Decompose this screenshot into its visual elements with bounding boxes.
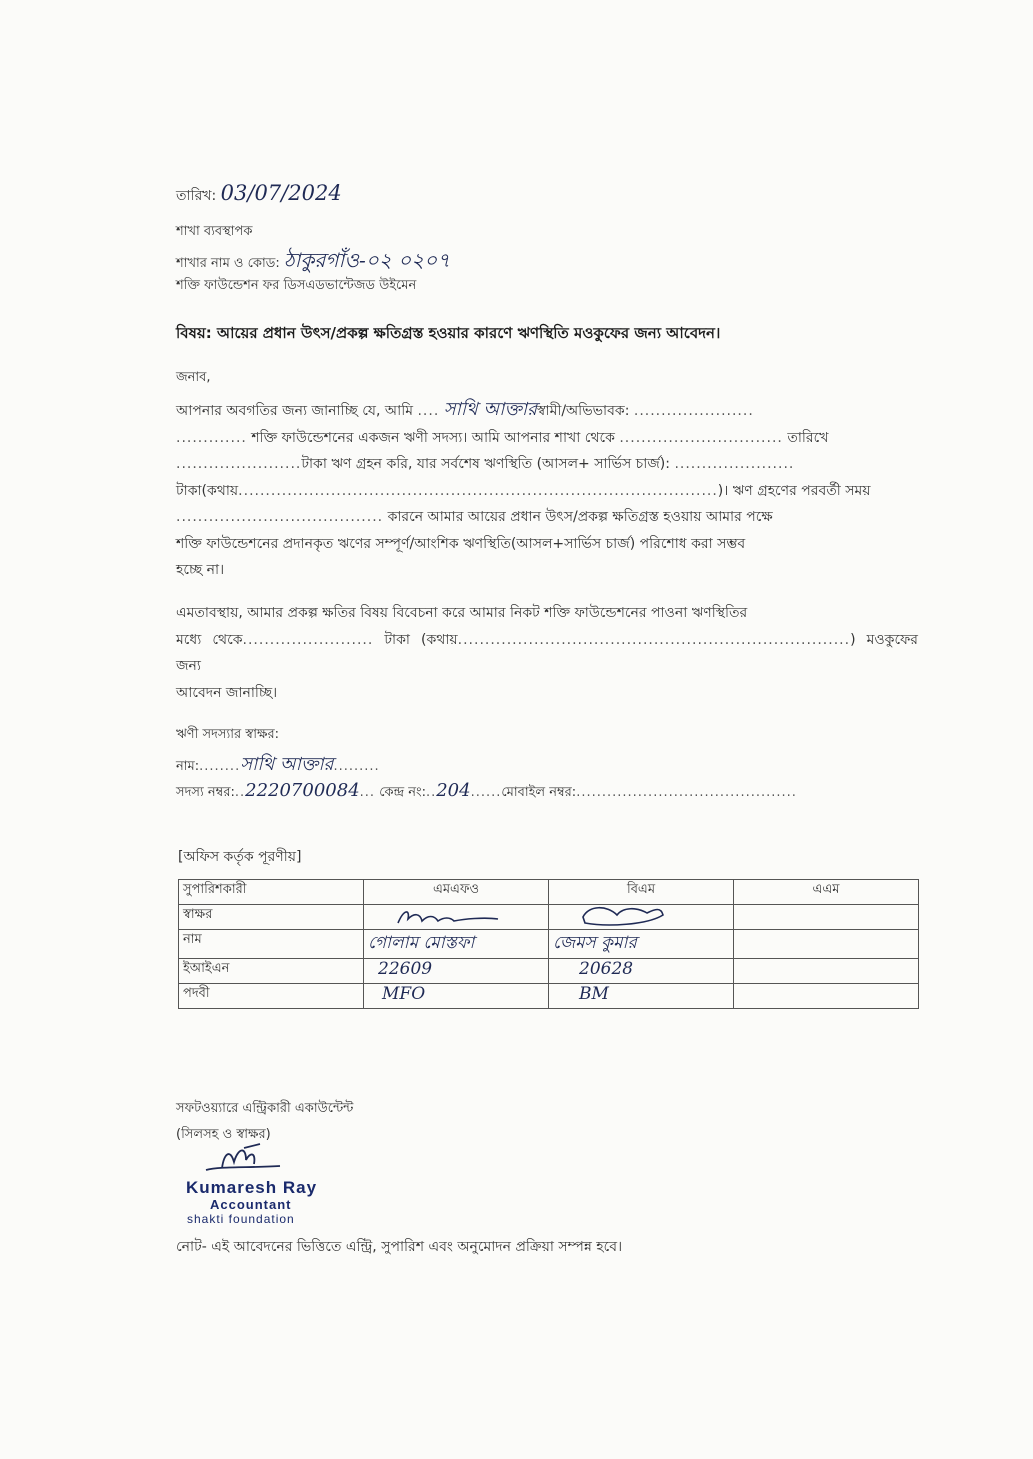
col-header-am: এএম (734, 880, 919, 905)
table-header-row (179, 880, 919, 905)
footer-note: নোট- এই আবেদনের ভিত্তিতে এন্ট্রি, সুপারিশ এবং অনুমোদন প্রক্রিয়া সম্পন্ন হবে। (176, 1239, 623, 1255)
branch-value: ঠাকুরগাঁও-০২ ০২০৭ (283, 248, 451, 272)
member-no-label: সদস্য নম্বর: (176, 785, 235, 800)
row-label-ein: ইআইএন (179, 959, 364, 984)
am-name-cell (734, 930, 919, 959)
p1-line-6 (176, 531, 918, 558)
p2-text-c: টাকা (কথায় (384, 631, 458, 648)
stamp-name: Kumaresh Ray (186, 1178, 318, 1197)
branch-label: শাখার নাম ও কোড: (176, 256, 280, 271)
p2-text-a: এমতাবস্থায়, আমার প্রকল্প ক্ষতির বিষয় বিবেচনা করে আমার নিকট শক্তি ফাউন্ডেশনের পাওনা ঋণস্থিতির (176, 605, 748, 621)
mobile-label: মোবাইল নম্বর: (501, 785, 577, 800)
bm-signature (577, 903, 687, 927)
accountant-signature (200, 1142, 290, 1178)
stamp-organization: shakti foundation (187, 1212, 295, 1226)
p2-line-1 (176, 600, 918, 627)
applicant-signature-label: ঋণী সদস্যার স্বাক্ষর: (176, 727, 280, 742)
p2-text-d: ) মওকুফের জন্য (176, 631, 919, 674)
bm-designation: BM (579, 984, 609, 1004)
p1-text-d: তারিখে (787, 429, 829, 446)
col-header-mfo: এমএফও (364, 880, 549, 905)
col-header-bm: বিএম (549, 880, 734, 905)
bm-ein-cell (549, 959, 734, 984)
applicant-name-label: নাম: (176, 759, 200, 774)
accountant-seal-note: (সিলসহ ও স্বাক্ষর) (176, 1127, 271, 1142)
table-row-signature (179, 905, 919, 930)
table-row-designation (179, 984, 919, 1009)
row-label-designation: পদবী (179, 984, 364, 1009)
p1-line-1: আপনার অবগতির জন্য জানাচ্ছি যে, আমি .... সাথি আক্তারস্বামী/অভিভাবক: ...................... (176, 399, 754, 420)
p2-line-2: মধ্যে থেকে........................ টাকা (কথায়........................................................................) মওকুফের জন্য (176, 631, 919, 674)
p1-text-b: স্বামী/অভিভাবক: (536, 403, 630, 419)
row-label-signature: স্বাক্ষর (179, 905, 364, 930)
subject-line: বিষয়: আয়ের প্রধান উৎস/প্রকল্প ক্ষতিগ্রস্ত হওয়ার কারণে ঋণস্থিতি মওকুফের জন্য আবেদন। (176, 324, 721, 342)
applicant-numbers-line: সদস্য নম্বর:..2220700084... কেন্দ্র নং:..204......মোবাইল নম্বর:........................................... (176, 780, 797, 801)
mfo-designation: MFO (382, 984, 426, 1004)
date-value: 03/07/2024 (220, 181, 342, 205)
branch-line (176, 246, 450, 279)
p1-line-3: .......................টাকা ঋণ গ্রহন করি, যার সর্বশেষ ঋণস্থিতি (আসল+ সার্ভিস চার্জ): ...................... (176, 456, 795, 472)
p1-line-7 (176, 557, 918, 584)
member-no-value: 2220700084 (245, 780, 360, 801)
table-row-ein (179, 959, 919, 984)
office-table (178, 879, 919, 1009)
accountant-title: সফটওয়্যারে এন্ট্রিকারী একাউন্টেন্ট (176, 1101, 354, 1116)
am-signature-cell (734, 905, 919, 930)
bm-ein: 20628 (579, 959, 634, 979)
bm-signature-cell (549, 905, 734, 930)
p2-text-e: আবেদন জানাচ্ছি। (176, 684, 278, 701)
mfo-ein-cell (364, 959, 549, 984)
p1-line-2: ............. শক্তি ফাউন্ডেশনের একজন ঋণী সদস্য। আমি আপনার শাখা থেকে .............................. তারিখে (176, 429, 829, 446)
applicant-name-line: নাম:........সাথি আক্তার......... (176, 754, 380, 775)
p1-text-a: আপনার অবগতির জন্য জানাচ্ছি যে, আমি (176, 403, 414, 419)
p1-text-e: টাকা ঋণ গ্রহন করি, যার সর্বশেষ ঋণস্থিতি (আসল+ সার্ভিস চার্জ): (301, 456, 670, 472)
mfo-signature (394, 905, 504, 929)
mfo-name-cell (364, 930, 549, 959)
organization-line: শক্তি ফাউন্ডেশন ফর ডিসএডভান্টেজড উইমেন (176, 278, 417, 293)
stamp-title: Accountant (210, 1197, 292, 1212)
office-heading: [অফিস কর্তৃক পূরণীয়] (178, 849, 302, 865)
center-label: কেন্দ্র নং: (379, 785, 426, 800)
application-paragraph-1 (176, 397, 918, 584)
am-designation-cell (734, 984, 919, 1009)
application-paragraph-2 (176, 600, 918, 706)
mfo-signature-cell (364, 905, 549, 930)
center-value: 204 (436, 780, 471, 801)
bm-name: জেমস কুমার (553, 933, 637, 953)
p1-line-5: ...................................... কারনে আমার আয়ের প্রধান উৎস/প্রকল্প ক্ষতিগ্রস্ত হওয়ায় আমার পক্ষে (176, 509, 773, 525)
p1-text-c: শক্তি ফাউন্ডেশনের একজন ঋণী সদস্য। আমি আপনার শাখা থেকে (251, 429, 615, 446)
date-line (176, 181, 342, 208)
p1-text-h: কারনে আমার আয়ের প্রধান উৎস/প্রকল্প ক্ষতিগ্রস্ত হওয়ায় আমার পক্ষে (387, 509, 773, 525)
bm-name-cell (549, 930, 734, 959)
row-label-name: নাম (179, 930, 364, 959)
p1-line-4: টাকা(কথায়........................................................................................)। ঋণ গ্রহণের পরবর্তী সময় (176, 482, 871, 499)
recipient-title: শাখা ব্যবস্থাপক (176, 224, 253, 239)
p2-line-3 (176, 680, 918, 707)
member-name-handwritten: সাথি আক্তার (443, 399, 537, 420)
date-label: তারিখ: (176, 188, 217, 204)
am-ein-cell (734, 959, 919, 984)
mfo-ein: 22609 (378, 959, 433, 979)
p1-text-j: হচ্ছে না। (176, 562, 225, 578)
applicant-name-value: সাথি আক্তার (240, 754, 334, 775)
p1-text-f: টাকা(কথায় (176, 482, 239, 499)
bm-designation-cell (549, 984, 734, 1009)
mfo-designation-cell (364, 984, 549, 1009)
col-header-recommender: সুপারিশকারী (179, 880, 364, 905)
p1-text-i: শক্তি ফাউন্ডেশনের প্রদানকৃত ঋণের সম্পূর্ণ/আংশিক ঋণস্থিতি(আসল+সার্ভিস চার্জ) পরিশোধ করা সম্ভব (176, 535, 746, 552)
p2-text-b: মধ্যে থেকে (176, 631, 243, 648)
mfo-name: গোলাম মোস্তফা (368, 933, 475, 953)
salutation: জনাব, (176, 370, 211, 385)
p1-text-g: )। ঋণ গ্রহণের পরবর্তী সময় (717, 482, 871, 499)
table-row-name (179, 930, 919, 959)
